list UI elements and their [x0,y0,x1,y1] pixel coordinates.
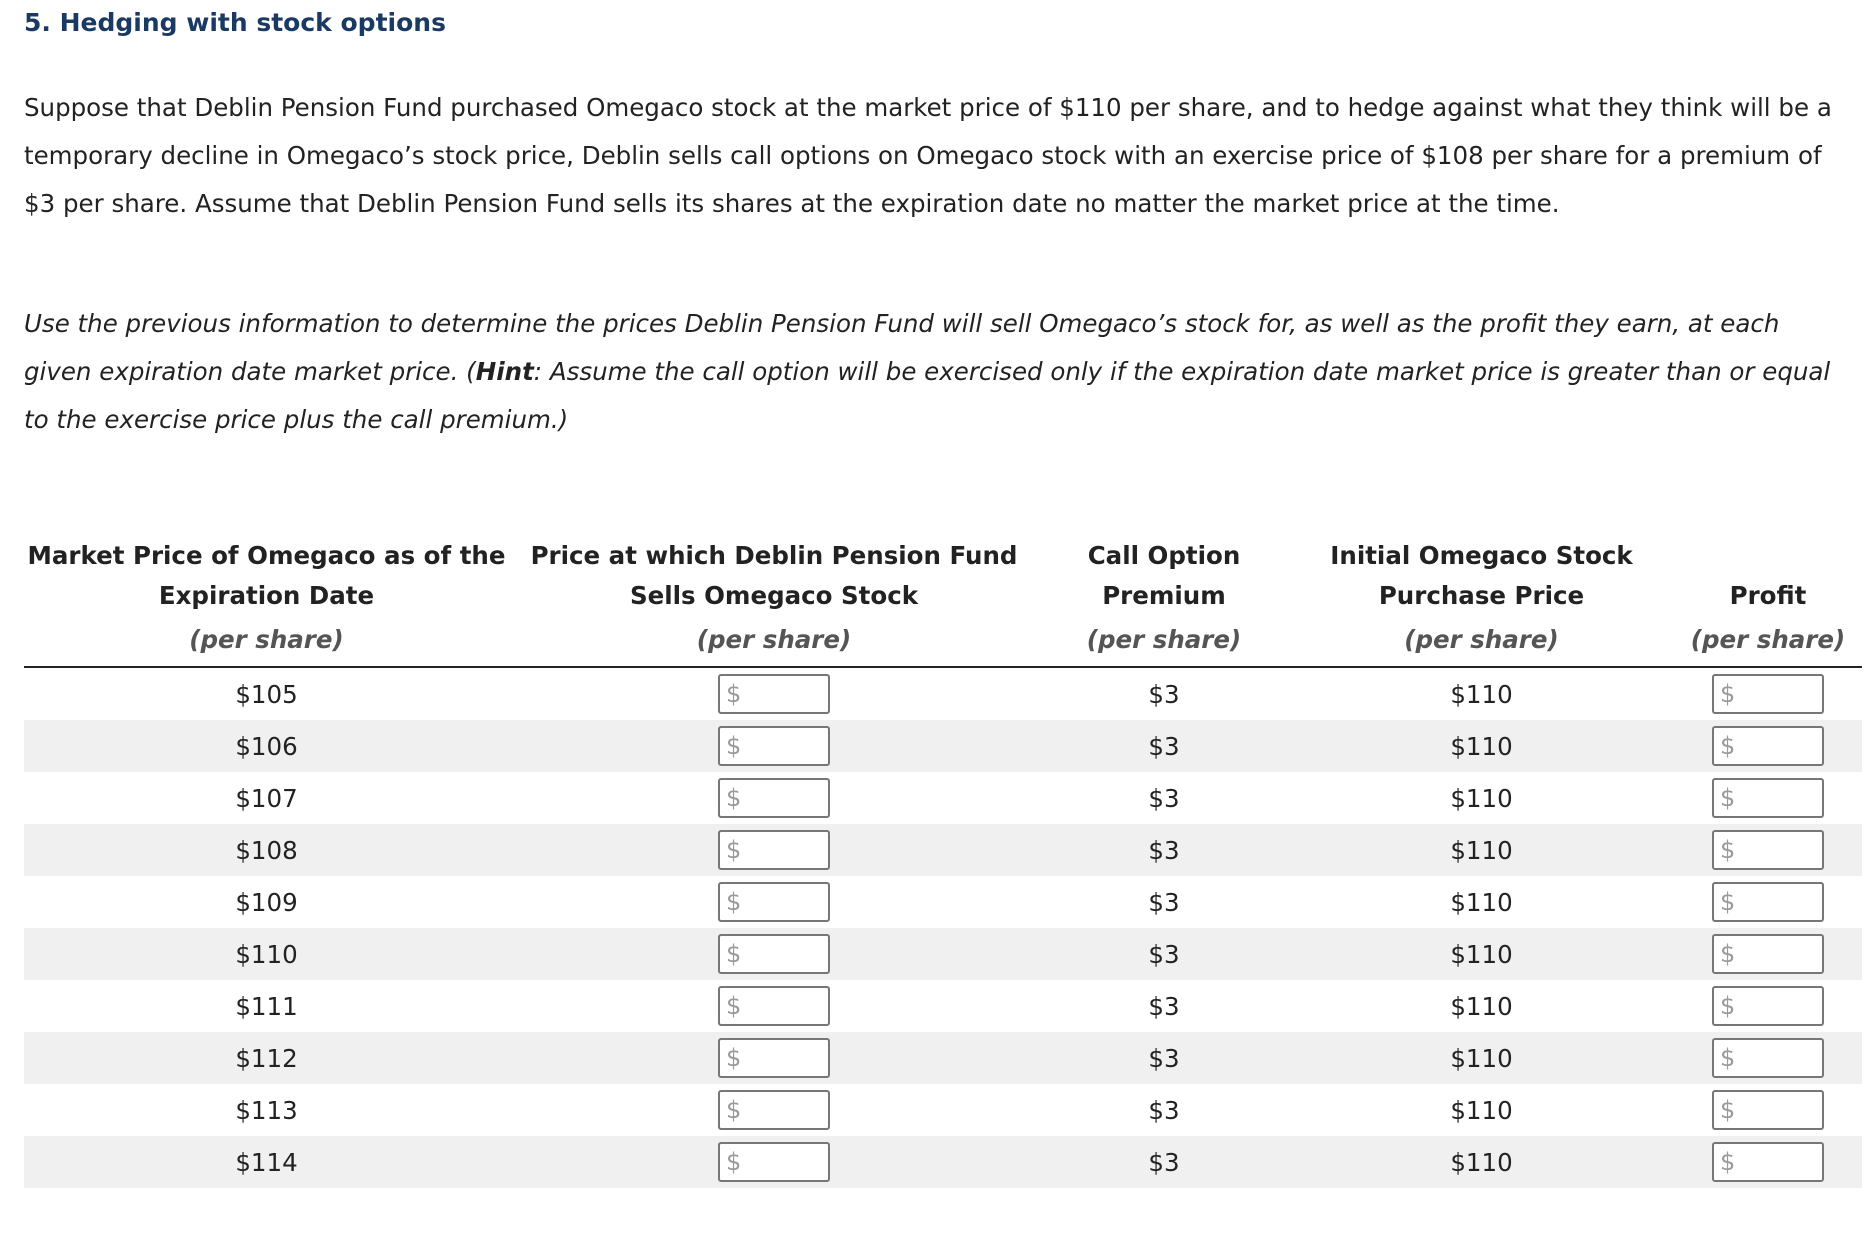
profit-field[interactable] [1712,934,1824,974]
table-body [24,667,1862,1188]
table-row [24,1032,1862,1084]
purchase-price-cell: $110 [1289,720,1674,772]
purchase-price-cell: $110 [1289,928,1674,980]
instructions [24,300,1854,444]
purchase-price-cell: $110 [1450,783,1513,813]
header-unit: (per share) [1086,625,1242,654]
dollar-sign: $ [1720,784,1736,812]
dollar-sign: $ [1720,992,1736,1020]
market-price-cell: $108 [24,824,509,876]
profit-cell [1674,876,1862,928]
market-price-cell: $114 [24,1136,509,1188]
profit-input[interactable] [1738,1146,1818,1178]
instructions-text-after: : Assume the call option will be exercised only if the expiration date market price is greater than or equal to the exercise price plus the call premium.) [24,357,1831,434]
header-sell-price: Price at which Deblin Pension Fund Sells Omegaco Stock (per share) [509,536,1039,667]
sell-price-input[interactable] [744,886,824,918]
profit-input[interactable] [1738,990,1818,1022]
sell-price-input[interactable] [744,990,824,1022]
dollar-sign: $ [726,1096,742,1124]
profit-cell [1674,1032,1862,1084]
premium-cell: $3 [1148,783,1180,813]
sell-price-cell [509,1084,1039,1136]
sell-price-field[interactable] [718,1142,830,1182]
table-row [24,1084,1862,1136]
purchase-price-cell: $110 [1289,824,1674,876]
table-row [24,824,1862,876]
sell-price-cell [509,876,1039,928]
header-unit: (per share) [189,625,344,654]
profit-field[interactable] [1712,986,1824,1026]
dollar-sign: $ [1720,1044,1736,1072]
premium-cell: $3 [1148,1095,1180,1125]
table-row [24,980,1862,1032]
market-price-cell: $105 [235,679,298,709]
header-unit: (per share) [1690,625,1846,654]
profit-field[interactable] [1712,882,1824,922]
header-purchase-price: Initial Omegaco Stock Purchase Price (per share) [1289,536,1674,667]
profit-field[interactable] [1712,830,1824,870]
dollar-sign: $ [1720,836,1736,864]
profit-input[interactable] [1738,1094,1818,1126]
profit-field[interactable] [1712,674,1824,714]
premium-cell: $3 [1039,1136,1289,1188]
dollar-sign: $ [1720,940,1736,968]
dollar-sign: $ [726,680,742,708]
profit-cell [1674,667,1862,720]
profit-input[interactable] [1738,938,1818,970]
sell-price-cell [509,1136,1039,1188]
sell-price-field[interactable] [718,934,830,974]
sell-price-field[interactable] [718,674,830,714]
table-row [24,772,1862,824]
market-price-cell: $111 [235,991,298,1021]
premium-cell: $3 [1039,1032,1289,1084]
dollar-sign: $ [1720,680,1736,708]
profit-input[interactable] [1738,1042,1818,1074]
premium-cell: $3 [1148,991,1180,1021]
premium-cell: $3 [1039,824,1289,876]
purchase-price-cell: $110 [1289,1136,1674,1188]
hedging-table [24,536,1862,1188]
profit-input[interactable] [1738,886,1818,918]
dollar-sign: $ [726,732,742,760]
dollar-sign: $ [726,784,742,812]
sell-price-input[interactable] [744,1094,824,1126]
sell-price-cell [509,824,1039,876]
dollar-sign: $ [726,888,742,916]
instructions-text-before: Use the previous information to determine the prices Deblin Pension Fund will sell Omegaco’s stock for, as well as the profit they earn, at each given expiration date market price. ( [24,309,1780,386]
purchase-price-cell: $110 [1450,887,1513,917]
purchase-price-cell: $110 [1450,679,1513,709]
table-row [24,1136,1862,1188]
profit-field[interactable] [1712,726,1824,766]
market-price-cell: $109 [235,887,298,917]
table-row [24,667,1862,720]
profit-cell [1674,772,1862,824]
profit-input[interactable] [1738,678,1818,710]
sell-price-field[interactable] [718,986,830,1026]
sell-price-field[interactable] [718,1038,830,1078]
dollar-sign: $ [726,992,742,1020]
premium-cell: $3 [1148,887,1180,917]
dollar-sign: $ [1720,888,1736,916]
sell-price-input[interactable] [744,938,824,970]
sell-price-input[interactable] [744,1042,824,1074]
table-row [24,876,1862,928]
dollar-sign: $ [726,1044,742,1072]
profit-input[interactable] [1738,782,1818,814]
hint-label: Hint [475,357,534,386]
purchase-price-cell: $110 [1289,1032,1674,1084]
header-unit: (per share) [696,625,852,654]
profit-cell [1674,1136,1862,1188]
dollar-sign: $ [726,940,742,968]
header-unit: (per share) [1404,625,1559,654]
table-row [24,720,1862,772]
table-row [24,928,1862,980]
table-header-row [24,536,1862,667]
purchase-price-cell: $110 [1450,1095,1513,1125]
problem-statement: Suppose that Deblin Pension Fund purchased Omegaco stock at the market price of $110 per share, and to hedge against what they think will be a temporary decline in Omegaco’s stock price, Deblin sells call options on Omegaco stock with an exercise price of $108 per share for a premium of $3 per share. Assume that Deblin Pension Fund sells its shares at the expiration date no matter the market price at the time. [24,93,1832,218]
sell-price-field[interactable] [718,1090,830,1130]
sell-price-input[interactable] [744,678,824,710]
market-price-cell: $112 [24,1032,509,1084]
premium-cell: $3 [1148,679,1180,709]
sell-price-field[interactable] [718,726,830,766]
profit-cell [1674,1084,1862,1136]
market-price-cell: $113 [235,1095,298,1125]
premium-cell: $3 [1039,720,1289,772]
profit-cell [1674,720,1862,772]
sell-price-field[interactable] [718,882,830,922]
profit-field[interactable] [1712,1090,1824,1130]
dollar-sign: $ [1720,1096,1736,1124]
market-price-cell: $106 [24,720,509,772]
market-price-cell: $110 [24,928,509,980]
sell-price-cell [509,1032,1039,1084]
dollar-sign: $ [1720,732,1736,760]
sell-price-cell [509,772,1039,824]
sell-price-input[interactable] [744,1146,824,1178]
purchase-price-cell: $110 [1450,991,1513,1021]
header-market-price: Market Price of Omegaco as of the Expiration Date (per share) [24,536,509,667]
profit-input[interactable] [1738,834,1818,866]
dollar-sign: $ [1720,1148,1736,1176]
premium-cell: $3 [1039,928,1289,980]
profit-field[interactable] [1712,1038,1824,1078]
sell-price-cell [509,980,1039,1032]
profit-input[interactable] [1738,730,1818,762]
profit-cell [1674,980,1862,1032]
header-call-premium: Call Option Premium (per share) [1039,536,1289,667]
sell-price-input[interactable] [744,834,824,866]
profit-field[interactable] [1712,778,1824,818]
dollar-sign: $ [726,1148,742,1176]
question-title: 5. Hedging with stock options [24,8,446,37]
profit-cell [1674,824,1862,876]
market-price-cell: $107 [235,783,298,813]
sell-price-cell [509,720,1039,772]
sell-price-input[interactable] [744,782,824,814]
profit-field[interactable] [1712,1142,1824,1182]
profit-cell [1674,928,1862,980]
sell-price-field[interactable] [718,778,830,818]
sell-price-input[interactable] [744,730,824,762]
sell-price-field[interactable] [718,830,830,870]
sell-price-cell [509,667,1039,720]
dollar-sign: $ [726,836,742,864]
header-profit: Profit (per share) [1674,536,1862,667]
sell-price-cell [509,928,1039,980]
